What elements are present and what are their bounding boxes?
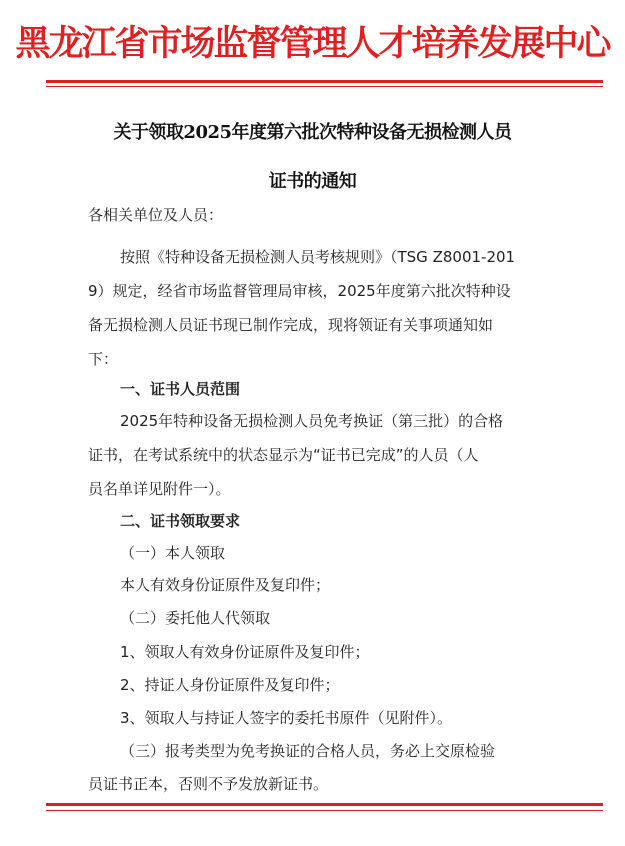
notice-title-line-1: 关于领取2025年度第六批次特种设备无损检测人员 <box>113 122 512 143</box>
subsection-3-line-2: 员证书正本，否则不予发放新证书。 <box>88 775 329 793</box>
subsection-2-item-1: 1、领取人有效身份证原件及复印件； <box>120 643 370 661</box>
subsection-1-heading: （一）本人领取 <box>120 544 226 562</box>
notice-title-line-2: 证书的通知 <box>268 171 357 192</box>
intro-line-4: 下： <box>88 350 119 368</box>
subsection-2-item-2: 2、持证人身份证原件及复印件； <box>120 676 340 694</box>
section-1-heading: 一、证书人员范围 <box>120 380 241 398</box>
footer-divider-thin <box>46 810 603 811</box>
organization-header: 黑龙江省市场监督管理人才培养发展中心 <box>15 23 610 64</box>
subsection-1-text: 本人有效身份证原件及复印件； <box>120 576 331 594</box>
header-divider-thin <box>46 86 603 87</box>
subsection-2-heading: （二）委托他人代领取 <box>120 609 271 627</box>
subsection-2-item-3: 3、领取人与持证人签字的委托书原件（见附件）。 <box>120 709 453 727</box>
header-divider-thick <box>46 80 603 83</box>
section-2-heading: 二、证书领取要求 <box>120 512 241 530</box>
intro-line-1: 按照《特种设备无损检测人员考核规则》（TSG Z8001-201 <box>120 248 516 266</box>
section-1-line-2: 证书，在考试系统中的状态显示为“证书已完成”的人员（人 <box>88 446 479 464</box>
intro-line-2: 9）规定，经省市场监督管理局审核，2025年度第六批次特种设 <box>88 282 511 300</box>
section-1-line-1: 2025年特种设备无损检测人员免考换证（第三批）的合格 <box>120 412 504 430</box>
footer-divider-thick <box>46 803 603 806</box>
intro-line-3: 备无损检测人员证书现已制作完成，现将领证有关事项通知如 <box>88 316 494 334</box>
subsection-3-line-1: （三）报考类型为免考换证的合格人员，务必上交原检验 <box>120 742 496 760</box>
salutation: 各相关单位及人员： <box>88 206 224 224</box>
section-1-line-3: 员名单详见附件一）。 <box>88 480 231 498</box>
